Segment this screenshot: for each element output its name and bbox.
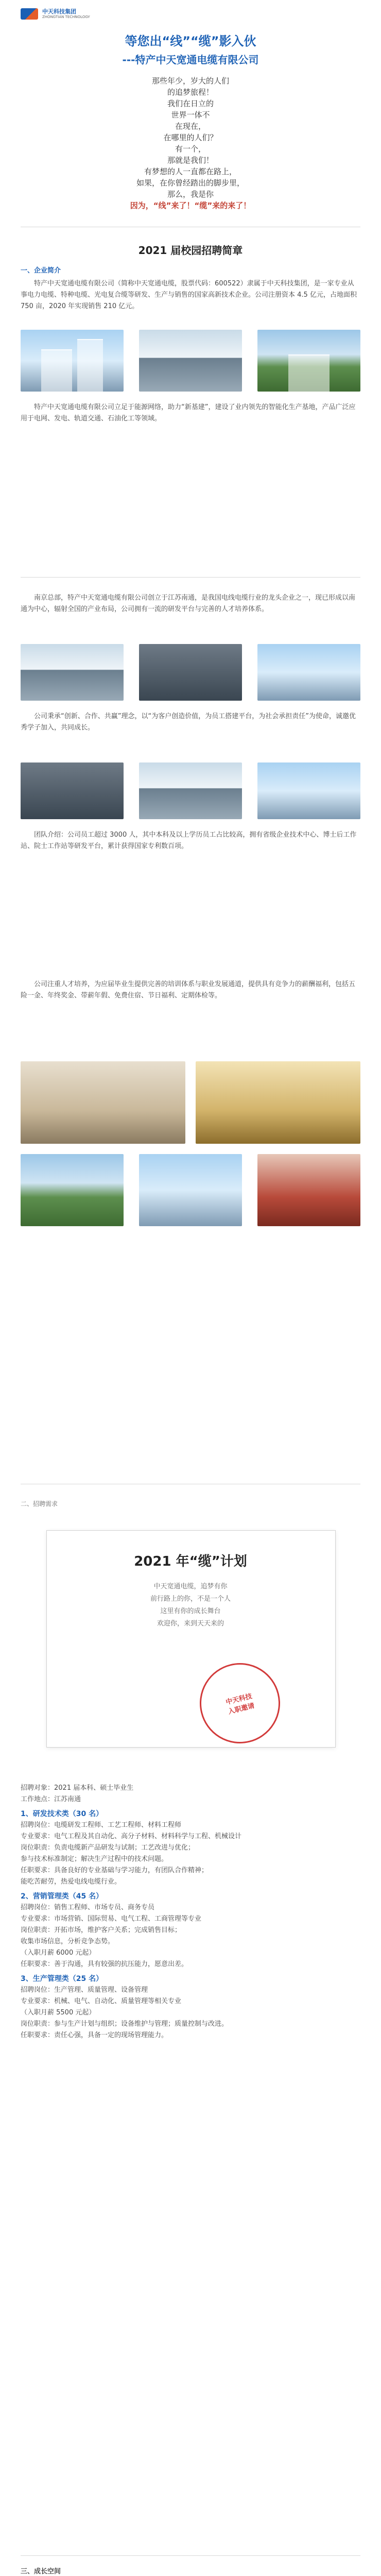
job-detail-line: 专业要求：机械、电气、自动化、质量管理等相关专业: [21, 1997, 182, 2005]
plan-title: 2021 年“缆”计划: [134, 1554, 247, 1569]
company-logo: [21, 8, 90, 20]
divider: [21, 577, 360, 578]
production-line-photo: [21, 644, 124, 701]
job-detail-line: 任职要求：具备良好的专业基础与学习能力，有团队合作精神；: [21, 1867, 209, 1874]
job-detail-line: 参与技术标准制定；解决生产过程中的技术问题。: [21, 1855, 168, 1863]
machine-photo: [139, 762, 242, 819]
job-category-heading: 1、研发技术类（30 名）: [21, 1810, 103, 1818]
job-detail-line: 专业要求：电气工程及其自动化、高分子材料、材料科学与工程、机械设计: [21, 1833, 242, 1840]
award-ceremony-photo: [196, 1061, 360, 1144]
company-intro-para: 公司注重人才培养，为应届毕业生提供完善的培训体系与职业发展通道，提供具有竞争力的薪酬福利，包括五险一金、年终奖金、带薪年假、免费住宿、节日福利、定期体检等。: [21, 980, 356, 999]
meeting-photo: [21, 1061, 185, 1144]
poem-line: 在哪里的人们？: [163, 133, 218, 142]
factory-photo: [139, 330, 242, 392]
plan-line: 这里有你的成长舞台: [160, 1607, 221, 1615]
plan-line: 中天宽通电缆，追梦有你: [153, 1583, 228, 1590]
company-intro-para: 特产中天宽通电缆有限公司立足于能源网络，助力“新基建”，建设了业内领先的智能化生产基地，产品广泛应用于电网、发电、轨道交通、石油化工等领域。: [21, 403, 356, 422]
company-intro-para: 公司秉承“创新、合作、共赢”理念，以“为客户创造价值，为员工搭建平台，为社会承担责任”为使命，诚邀优秀学子加入，共同成长。: [21, 713, 356, 732]
job-detail-line: 工作地点：江苏南通: [21, 1795, 81, 1803]
plant-aerial-photo: [257, 644, 360, 701]
job-detail-line: 岗位职责：开拓市场，维护客户关系；完成销售目标；: [21, 1926, 182, 1934]
poem-line: 世界一体不: [171, 110, 210, 120]
cable-reel-photo: [21, 762, 124, 819]
job-detail-line: 任职要求：责任心强，具备一定的现场管理能力。: [21, 2031, 168, 2039]
company-name: 中天科技集团: [42, 8, 76, 15]
recruitment-needs-tag: 二、招聘需求: [21, 1500, 58, 1507]
poem-line: 我们在日立的: [167, 99, 214, 108]
job-detail-line: 岗位职责：参与生产计划与组织；设备维护与管理；质量控制与改进。: [21, 2020, 229, 2028]
growth-heading: 三、成长空间: [21, 2568, 61, 2575]
poem-line: 那就是我们！: [167, 156, 214, 165]
company-name-en: ZHONGTIAN TECHNOLOGY: [42, 15, 90, 20]
logo-mark-icon: [21, 8, 38, 20]
intro-poem: [0, 75, 381, 211]
job-detail-line: 任职要求：善于沟通，具有较强的抗压能力，愿意出差。: [21, 1960, 188, 1968]
plan-line: 欢迎你，来到天天来的: [157, 1620, 224, 1628]
poem-line: 有梦想的人一直都在路上，: [144, 167, 237, 176]
job-detail-line: 岗位职责：负责电缆新产品研发与试制；工艺改进与优化；: [21, 1844, 195, 1852]
windfarm-photo: [21, 1154, 124, 1226]
job-detail-line: 收集市场信息，分析竞争态势。: [21, 1938, 115, 1945]
poem-line: 如果，在你曾经踏出的脚步里，: [136, 178, 245, 188]
job-detail-line: 招聘岗位：电缆研发工程师、工艺工程师、材料工程师: [21, 1821, 182, 1829]
poem-line: 那么，我是你: [167, 190, 214, 199]
job-detail-line: 专业要求：市场营销、国际贸易、电气工程、工商管理等专业: [21, 1915, 202, 1923]
plan-slogans: [46, 1581, 335, 1630]
company-intro-para: 团队介绍：公司员工超过 3000 人，其中本科及以上学历员工占比较高，拥有省级企业技术中心、博士后工作站、院士工作站等研发平台，累计获得国家专利数百项。: [21, 831, 357, 850]
job-detail-line: 能吃苦耐劳，热爱电线电缆行业。: [21, 1878, 122, 1886]
campus-photo: [257, 330, 360, 392]
office-building-photo: [21, 330, 124, 392]
job-detail-line: 招聘岗位：销售工程师、市场专员、商务专员: [21, 1904, 155, 1911]
research-center-photo: [139, 1154, 242, 1226]
company-intro-para: 南京总部，特产中天宽通电缆有限公司创立于江苏南通，是我国电线电缆行业的龙头企业之一，现已形成以南通为中心，辐射全国的产业布局，公司拥有一流的研发平台与完善的人才培养体系。: [21, 594, 356, 613]
company-intro-para: 特产中天宽通电缆有限公司（简称中天宽通电缆，股票代码：600522）隶属于中天科技集团，是一家专业从事电力电缆、特种电缆、光电复合缆等研发、生产与销售的国家高新技术企业。公司注册资本 4.5 亿元，占地面积 750 亩，2020 年实现销售 210 亿元。: [21, 280, 357, 310]
hero-title: 等您出“线”“缆”影入伙: [125, 34, 256, 48]
plan-line: 前行路上的你，不是一个人: [150, 1595, 231, 1603]
poem-line: 有一个，: [175, 144, 206, 154]
job-detail-line: 招聘对象：2021 届本科、硕士毕业生: [21, 1784, 134, 1792]
poem-line: 那些年少，岁大的人们: [151, 76, 229, 86]
poem-line: 的追梦旅程！: [167, 88, 214, 97]
trucks-photo: [257, 1154, 360, 1226]
job-category-heading: 2、营销管理类（45 名）: [21, 1892, 103, 1901]
company-intro-heading: 一、企业简介: [21, 267, 61, 275]
workshop-photo: [139, 644, 242, 701]
hero-subtitle: ---特产中天宽通电缆有限公司: [122, 54, 259, 66]
poem-line: 在现在，: [175, 122, 206, 131]
poem-line: 因为，“线”来了！“缆”来的来了！: [130, 201, 251, 210]
job-detail-line: （入职月薪 5500 元起）: [21, 2009, 96, 2016]
divider: [21, 2555, 360, 2556]
recruitment-details: [21, 1783, 360, 2041]
job-category-heading: 3、生产管理类（25 名）: [21, 1975, 103, 1983]
company-stamp: 中天科技 入职邀请: [191, 1654, 288, 1752]
recruitment-title: 2021 届校园招聘简章: [138, 244, 243, 257]
job-detail-line: 招聘岗位：生产管理、质量管理、设备管理: [21, 1986, 148, 1994]
warehouse-photo: [257, 762, 360, 819]
job-detail-line: （入职月薪 6000 元起）: [21, 1949, 96, 1957]
